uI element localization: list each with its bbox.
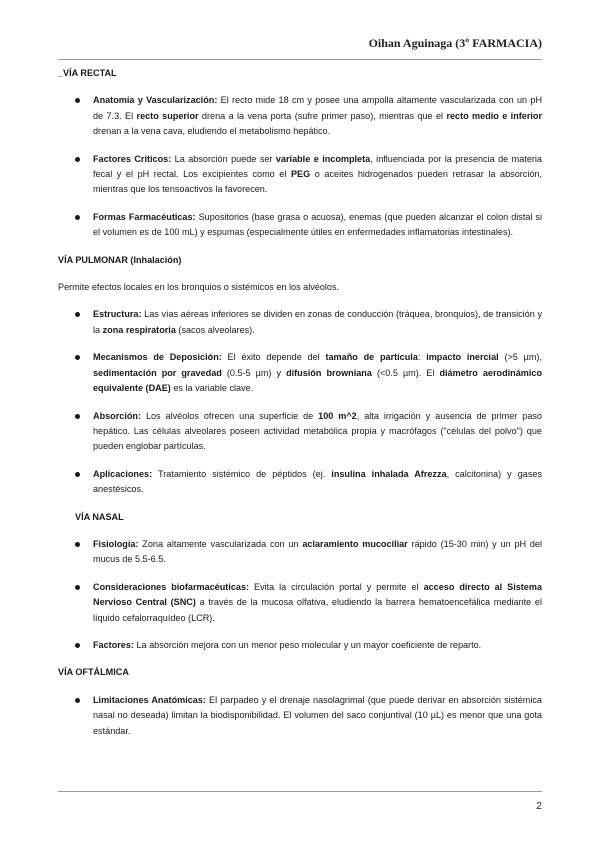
list-item: Factores Críticos: La absorción puede ser variable e incompleta, influenciada por la presencia de materia fecal y el pH rectal. Los excipientes como el PEG o aceites hidrogenados pueden retrasar la absorción, mientras que los tensoactivos la favorecen. <box>58 152 542 198</box>
section-heading-rectal: _VÍA RECTAL <box>58 68 117 78</box>
list-item: Mecanismos de Deposición: El éxito depende del tamaño de partícula: impacto inercial (>5 µm), sedimentación por gravedad (0.5-5 µm) y difusión browniana (<0.5 µm). El diámetro aerodinámico equivalente (DAE) es la variable clave. <box>58 350 542 396</box>
list-item: Estructura: Las vías aéreas inferiores se dividen en zonas de conducción (tráquea, bronquios), de transición y la zona respiratoria (sacos alveolares). <box>58 307 542 338</box>
pulmonar-list <box>58 307 542 497</box>
section-heading-nasal: VÍA NASAL <box>75 511 124 522</box>
item-label: Mecanismos de Deposición: <box>93 352 222 363</box>
nasal-list <box>58 537 542 653</box>
bullet-icon <box>75 585 80 590</box>
bullet-icon <box>75 414 80 419</box>
bullet-icon <box>75 355 80 360</box>
bullet-icon <box>75 472 80 477</box>
item-label: Aplicaciones: <box>93 468 153 479</box>
bullet-icon <box>75 157 80 162</box>
bullet-icon <box>75 698 80 703</box>
footer-divider <box>58 791 542 792</box>
rectal-list <box>58 93 542 240</box>
list-item: Absorción: Los alvéolos ofrecen una superficie de 100 m^2, alta irrigación y ausencia de primer paso hepático. Las células alveolares poseen actividad metabólica propia y macrófagos ("células del polvo") que pueden englobar partículas. <box>58 409 542 455</box>
item-label: Limitaciones Anatómicas: <box>93 694 206 705</box>
page-content <box>58 64 542 739</box>
item-label: Fisiología: <box>93 538 139 549</box>
item-label: Estructura: <box>93 309 142 320</box>
list-item: Factores: La absorción mejora con un menor peso molecular y un mayor coeficiente de reparto. <box>58 638 542 653</box>
list-item: Consideraciones biofarmacéuticas: Evita la circulación portal y permite el acceso directo al Sistema Nervioso Central (SNC) a través de la mucosa olfativa, eludiendo la barrera hematoencefálica mediante el líquido cefalorraquídeo (LCR). <box>58 580 542 626</box>
list-item: Fisiología: Zona altamente vascularizada con un aclaramiento mucociliar rápido (15-30 min) y un pH del mucus de 5.5-6.5. <box>58 537 542 568</box>
list-item: Limitaciones Anatómicas: El parpadeo y el drenaje nasolagrimal (que puede derivar en absorción sistémica nasal no deseada) limitan la biodisponibilidad. El volumen del saco conjuntival (10 µL) es menor que una gota estándar. <box>58 693 542 739</box>
item-label: Factores: <box>93 639 134 650</box>
header-author: Oihan Aguinaga (3º FARMACIA) <box>368 36 542 50</box>
bullet-icon <box>75 215 80 220</box>
header-divider <box>58 59 542 60</box>
bullet-icon <box>75 542 80 547</box>
item-label: Factores Críticos: <box>93 153 172 164</box>
list-item: Aplicaciones: Tratamiento sistémico de péptidos (ej. insulina inhalada Afrezza, calcitonina) y gases anestésicos. <box>58 467 542 498</box>
section-heading-pulmonar: VÍA PULMONAR (Inhalación) <box>58 254 182 265</box>
item-label: Consideraciones biofarmacéuticas: <box>93 581 250 592</box>
list-item: Formas Farmacéuticas: Supositorios (base grasa o acuosa), enemas (que pueden alcanzar el colon distal si el volumen es de 100 mL) y espumas (especialmente útiles en enfermedades inflamatorias intestinales). <box>58 210 542 241</box>
item-label: Formas Farmacéuticas: <box>93 211 196 222</box>
section-heading-oftalmica: VÍA OFTÁLMICA <box>58 667 129 678</box>
bullet-icon <box>75 98 80 103</box>
oftalmica-list <box>58 693 542 739</box>
bullet-icon <box>75 312 80 317</box>
item-label: Anatomía y Vascularización: <box>93 95 218 106</box>
section-intro: Permite efectos locales en los bronquios o sistémicos en los alvéolos. <box>58 282 340 293</box>
page-number: 2 <box>536 800 542 812</box>
bullet-icon <box>75 643 80 648</box>
item-label: Absorción: <box>93 410 141 421</box>
list-item: Anatomía y Vascularización: El recto mide 18 cm y posee una ampolla altamente vascularizada con un pH de 7.3. El recto superior drena a la vena porta (sufre primer paso), mientras que el recto medio e inferior drenan a la vena cava, eludiendo el metabolismo hepático. <box>58 93 542 139</box>
